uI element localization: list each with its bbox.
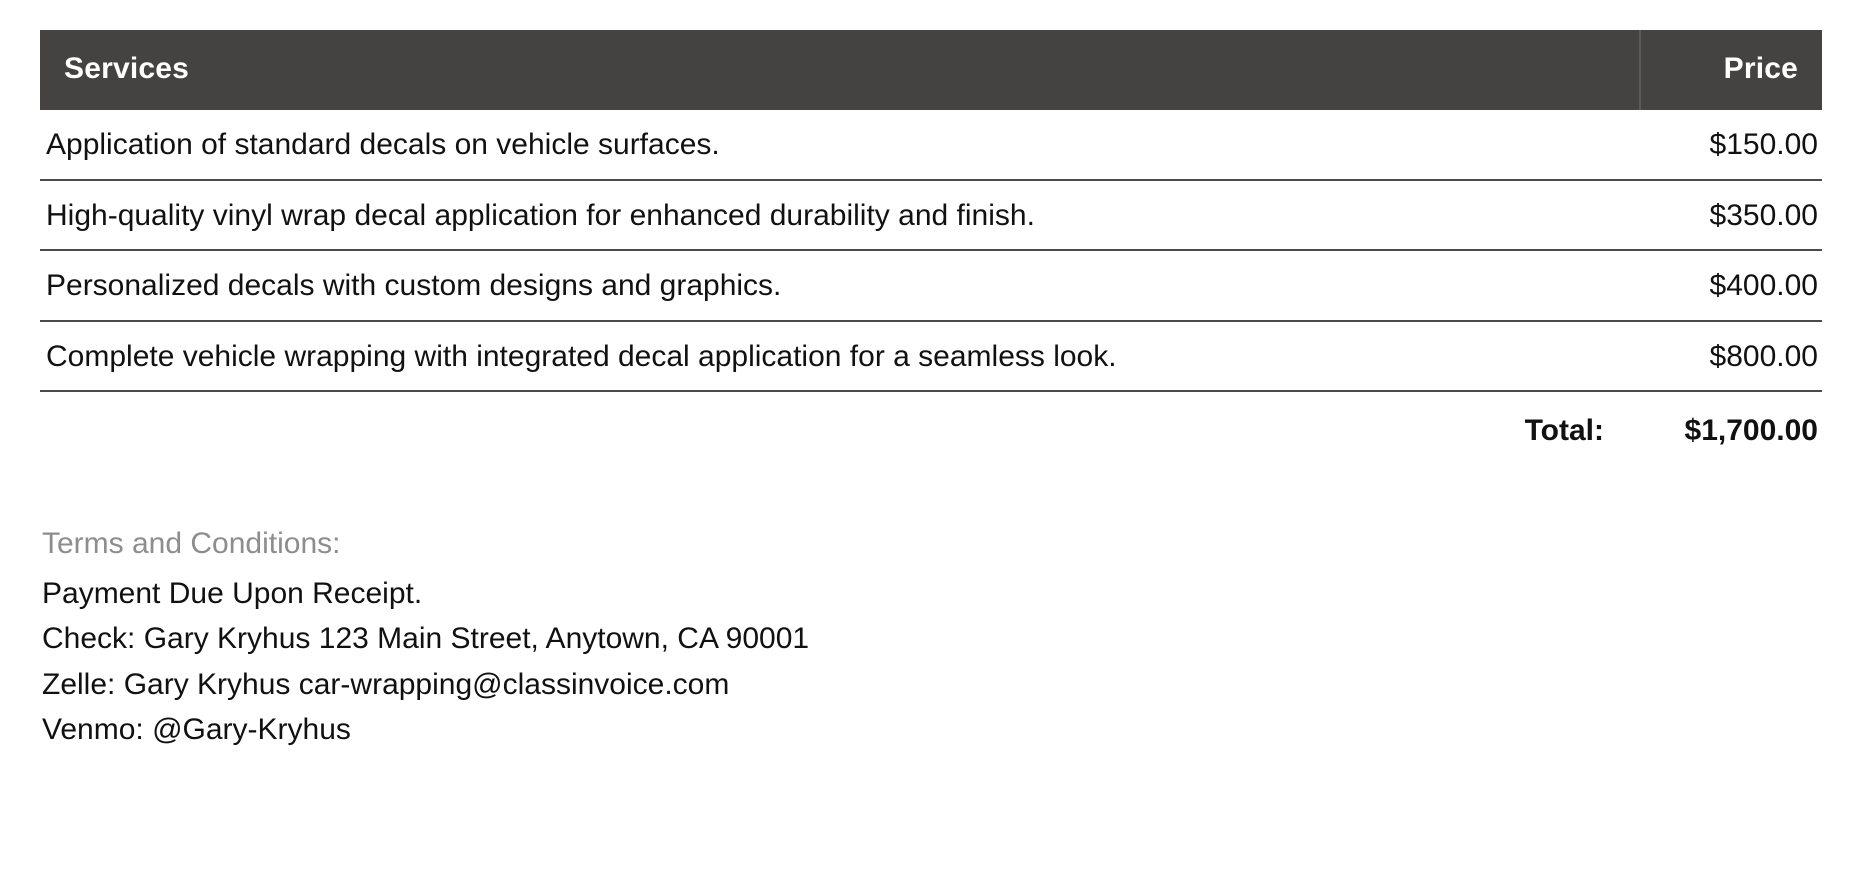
service-description: Personalized decals with custom designs and graphics. <box>40 250 1640 321</box>
table-row <box>40 250 1822 321</box>
service-price: $800.00 <box>1640 321 1822 392</box>
table-row <box>40 110 1822 180</box>
service-description: High-quality vinyl wrap decal application for enhanced durability and finish. <box>40 180 1640 251</box>
services-price-table <box>40 30 1822 465</box>
table-header-row <box>40 30 1822 110</box>
service-price: $400.00 <box>1640 250 1822 321</box>
column-header-services: Services <box>40 30 1640 110</box>
terms-line-payment: Payment Due Upon Receipt. <box>42 576 423 610</box>
terms-and-conditions-section <box>40 527 1828 753</box>
table-row <box>40 180 1822 251</box>
service-price: $350.00 <box>1640 180 1822 251</box>
total-label: Total: <box>1524 414 1604 447</box>
column-header-price: Price <box>1640 30 1822 110</box>
table-body <box>40 110 1822 465</box>
service-description: Complete vehicle wrapping with integrated decal application for a seamless look. <box>40 321 1640 392</box>
table-total-row <box>40 391 1822 465</box>
terms-line-zelle: Zelle: Gary Kryhus car-wrapping@classinvoice.com <box>42 667 730 701</box>
table-row <box>40 321 1822 392</box>
service-price: $150.00 <box>1640 110 1822 180</box>
total-value: $1,700.00 <box>1684 414 1818 447</box>
terms-title: Terms and Conditions: <box>42 526 341 560</box>
table-header <box>40 30 1822 110</box>
terms-line-check: Check: Gary Kryhus 123 Main Street, Anytown, CA 90001 <box>42 622 810 656</box>
service-description: Application of standard decals on vehicle surfaces. <box>40 110 1640 180</box>
terms-line-venmo: Venmo: @Gary-Kryhus <box>42 713 351 747</box>
